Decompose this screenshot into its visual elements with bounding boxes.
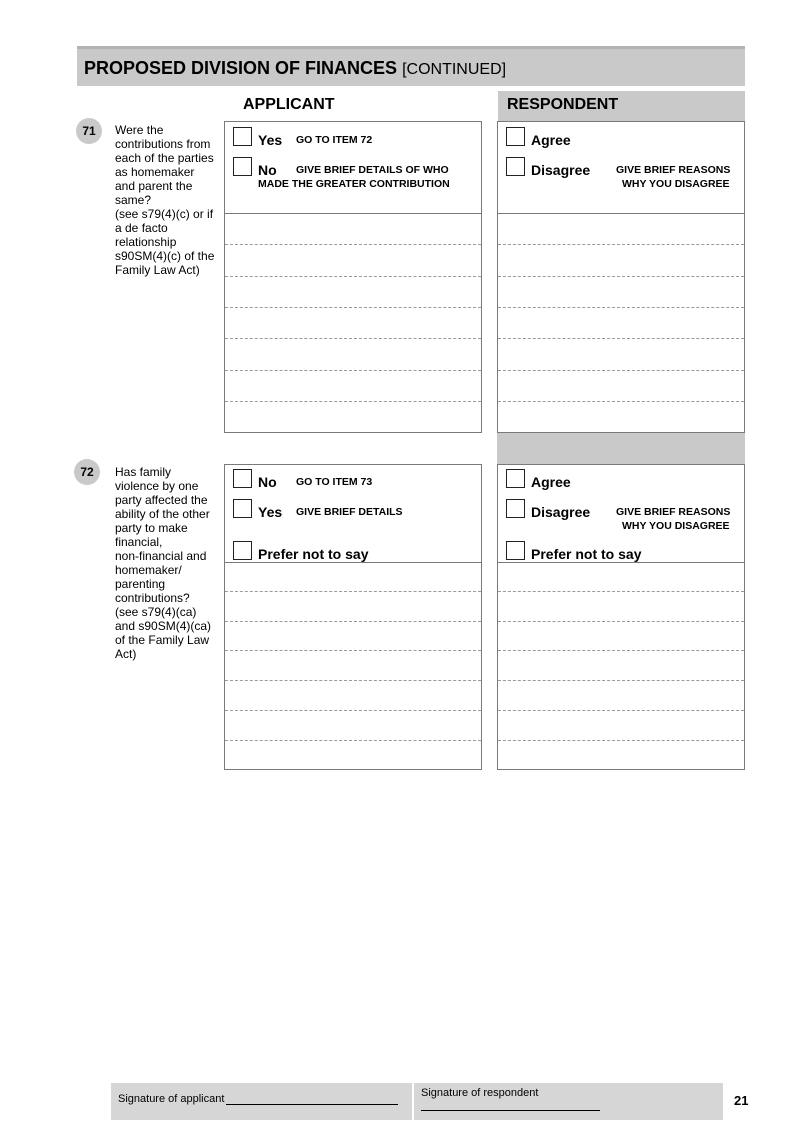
item-71-respondent-disagree-note: WHY YOU DISAGREE [622,178,730,190]
writing-line [225,680,481,681]
item-72-respondent-disagree-note: WHY YOU DISAGREE [622,520,730,532]
writing-line [498,740,744,741]
footer-divider [412,1083,414,1120]
divider [497,562,745,563]
question-line: party affected the [115,493,208,507]
question-line: and parent the [115,179,193,193]
item-71-applicant-no-note: MADE THE GREATER CONTRIBUTION [258,178,450,190]
question-line: s90SM(4)(c) of the [115,249,215,263]
item-71-question [115,123,223,277]
item-72-number: 72 [74,459,100,485]
writing-line [498,370,744,371]
respondent-signature-line[interactable] [421,1110,600,1111]
writing-line [498,276,744,277]
item-72-applicant-yes-label: Yes [258,504,283,520]
writing-line [498,710,744,711]
question-line: each of the parties [115,151,214,165]
question-line: party to make [115,521,188,535]
question-line: (see s79(4)(c) or if [115,207,214,221]
question-line: as homemaker [115,165,195,179]
item-72-respondent-disagree-checkbox[interactable] [506,499,525,518]
item-71-applicant-yes-label: Yes [258,132,283,148]
writing-line [225,370,481,371]
item-72-applicant-prefer-checkbox[interactable] [233,541,252,560]
writing-line [498,680,744,681]
writing-line [225,276,481,277]
writing-line [225,591,481,592]
writing-line [498,621,744,622]
item-72-applicant-no-checkbox[interactable] [233,469,252,488]
question-line: Were the [115,123,164,137]
item-72-applicant-yes-note: GIVE BRIEF DETAILS [296,506,403,518]
respondent-column-heading: RESPONDENT [507,96,619,113]
item-72-respondent-agree-checkbox[interactable] [506,469,525,488]
item-71-respondent-disagree-note: GIVE BRIEF REASONS [616,164,731,176]
writing-line [498,244,744,245]
writing-line [225,401,481,402]
question-line: ability of the other [115,507,210,521]
question-line: (see s79(4)(ca) [115,605,197,619]
item-72-respondent-prefer-checkbox[interactable] [506,541,525,560]
respondent-signature-label: Signature of respondent [421,1087,539,1099]
divider [224,562,482,563]
item-71-respondent-disagree-checkbox[interactable] [506,157,525,176]
question-line: relationship [115,235,177,249]
writing-line [225,710,481,711]
applicant-signature-label: Signature of applicant [118,1093,225,1105]
divider [497,213,745,214]
writing-line [498,338,744,339]
writing-line [225,650,481,651]
writing-line [225,621,481,622]
question-line: Has family [115,465,172,479]
divider [224,213,482,214]
question-line: same? [115,193,152,207]
section-title-text: PROPOSED DIVISION OF FINANCES [84,58,398,78]
page-number: 21 [734,1093,749,1108]
question-line: contributions? [115,591,190,605]
question-line: a de facto [115,221,168,235]
question-line: non-financial and [115,549,207,563]
item-72-applicant-prefer-label: Prefer not to say [258,546,369,562]
question-line: Act) [115,647,137,661]
item-71-respondent-disagree-label: Disagree [531,162,591,178]
question-line: contributions from [115,137,211,151]
item-71-applicant-no-checkbox[interactable] [233,157,252,176]
writing-line [498,591,744,592]
item-72-respondent-agree-label: Agree [531,474,571,490]
writing-line [498,401,744,402]
item-72-question [115,465,223,661]
applicant-signature-line[interactable] [226,1104,398,1105]
item-71-respondent-agree-label: Agree [531,132,571,148]
item-72-respondent-disagree-label: Disagree [531,504,591,520]
item-71-applicant-no-note: GIVE BRIEF DETAILS OF WHO [296,164,449,176]
applicant-column-heading: APPLICANT [243,96,335,113]
writing-line [225,307,481,308]
writing-line [225,338,481,339]
item-72-applicant-no-note: GO TO ITEM 73 [296,476,373,488]
writing-line [498,650,744,651]
section-title-continued: [CONTINUED] [402,61,507,78]
item-71-applicant-no-label: No [258,162,277,178]
item-71-applicant-yes-note: GO TO ITEM 72 [296,134,373,146]
item-71-respondent-agree-checkbox[interactable] [506,127,525,146]
question-line: homemaker/ [115,563,182,577]
question-line: violence by one [115,479,199,493]
item-71-number: 71 [76,118,102,144]
section-title [84,58,506,79]
question-line: Family Law Act) [115,263,200,277]
question-line: and s90SM(4)(ca) [115,619,212,633]
writing-line [225,244,481,245]
question-line: parenting [115,577,166,591]
writing-line [498,307,744,308]
writing-line [225,740,481,741]
item-72-respondent-disagree-note: GIVE BRIEF REASONS [616,506,731,518]
item-72-applicant-yes-checkbox[interactable] [233,499,252,518]
item-72-respondent-prefer-label: Prefer not to say [531,546,642,562]
item-71-applicant-yes-checkbox[interactable] [233,127,252,146]
question-line: financial, [115,535,163,549]
respondent-separator-band [497,433,745,464]
item-72-applicant-no-label: No [258,474,277,490]
question-line: of the Family Law [115,633,210,647]
